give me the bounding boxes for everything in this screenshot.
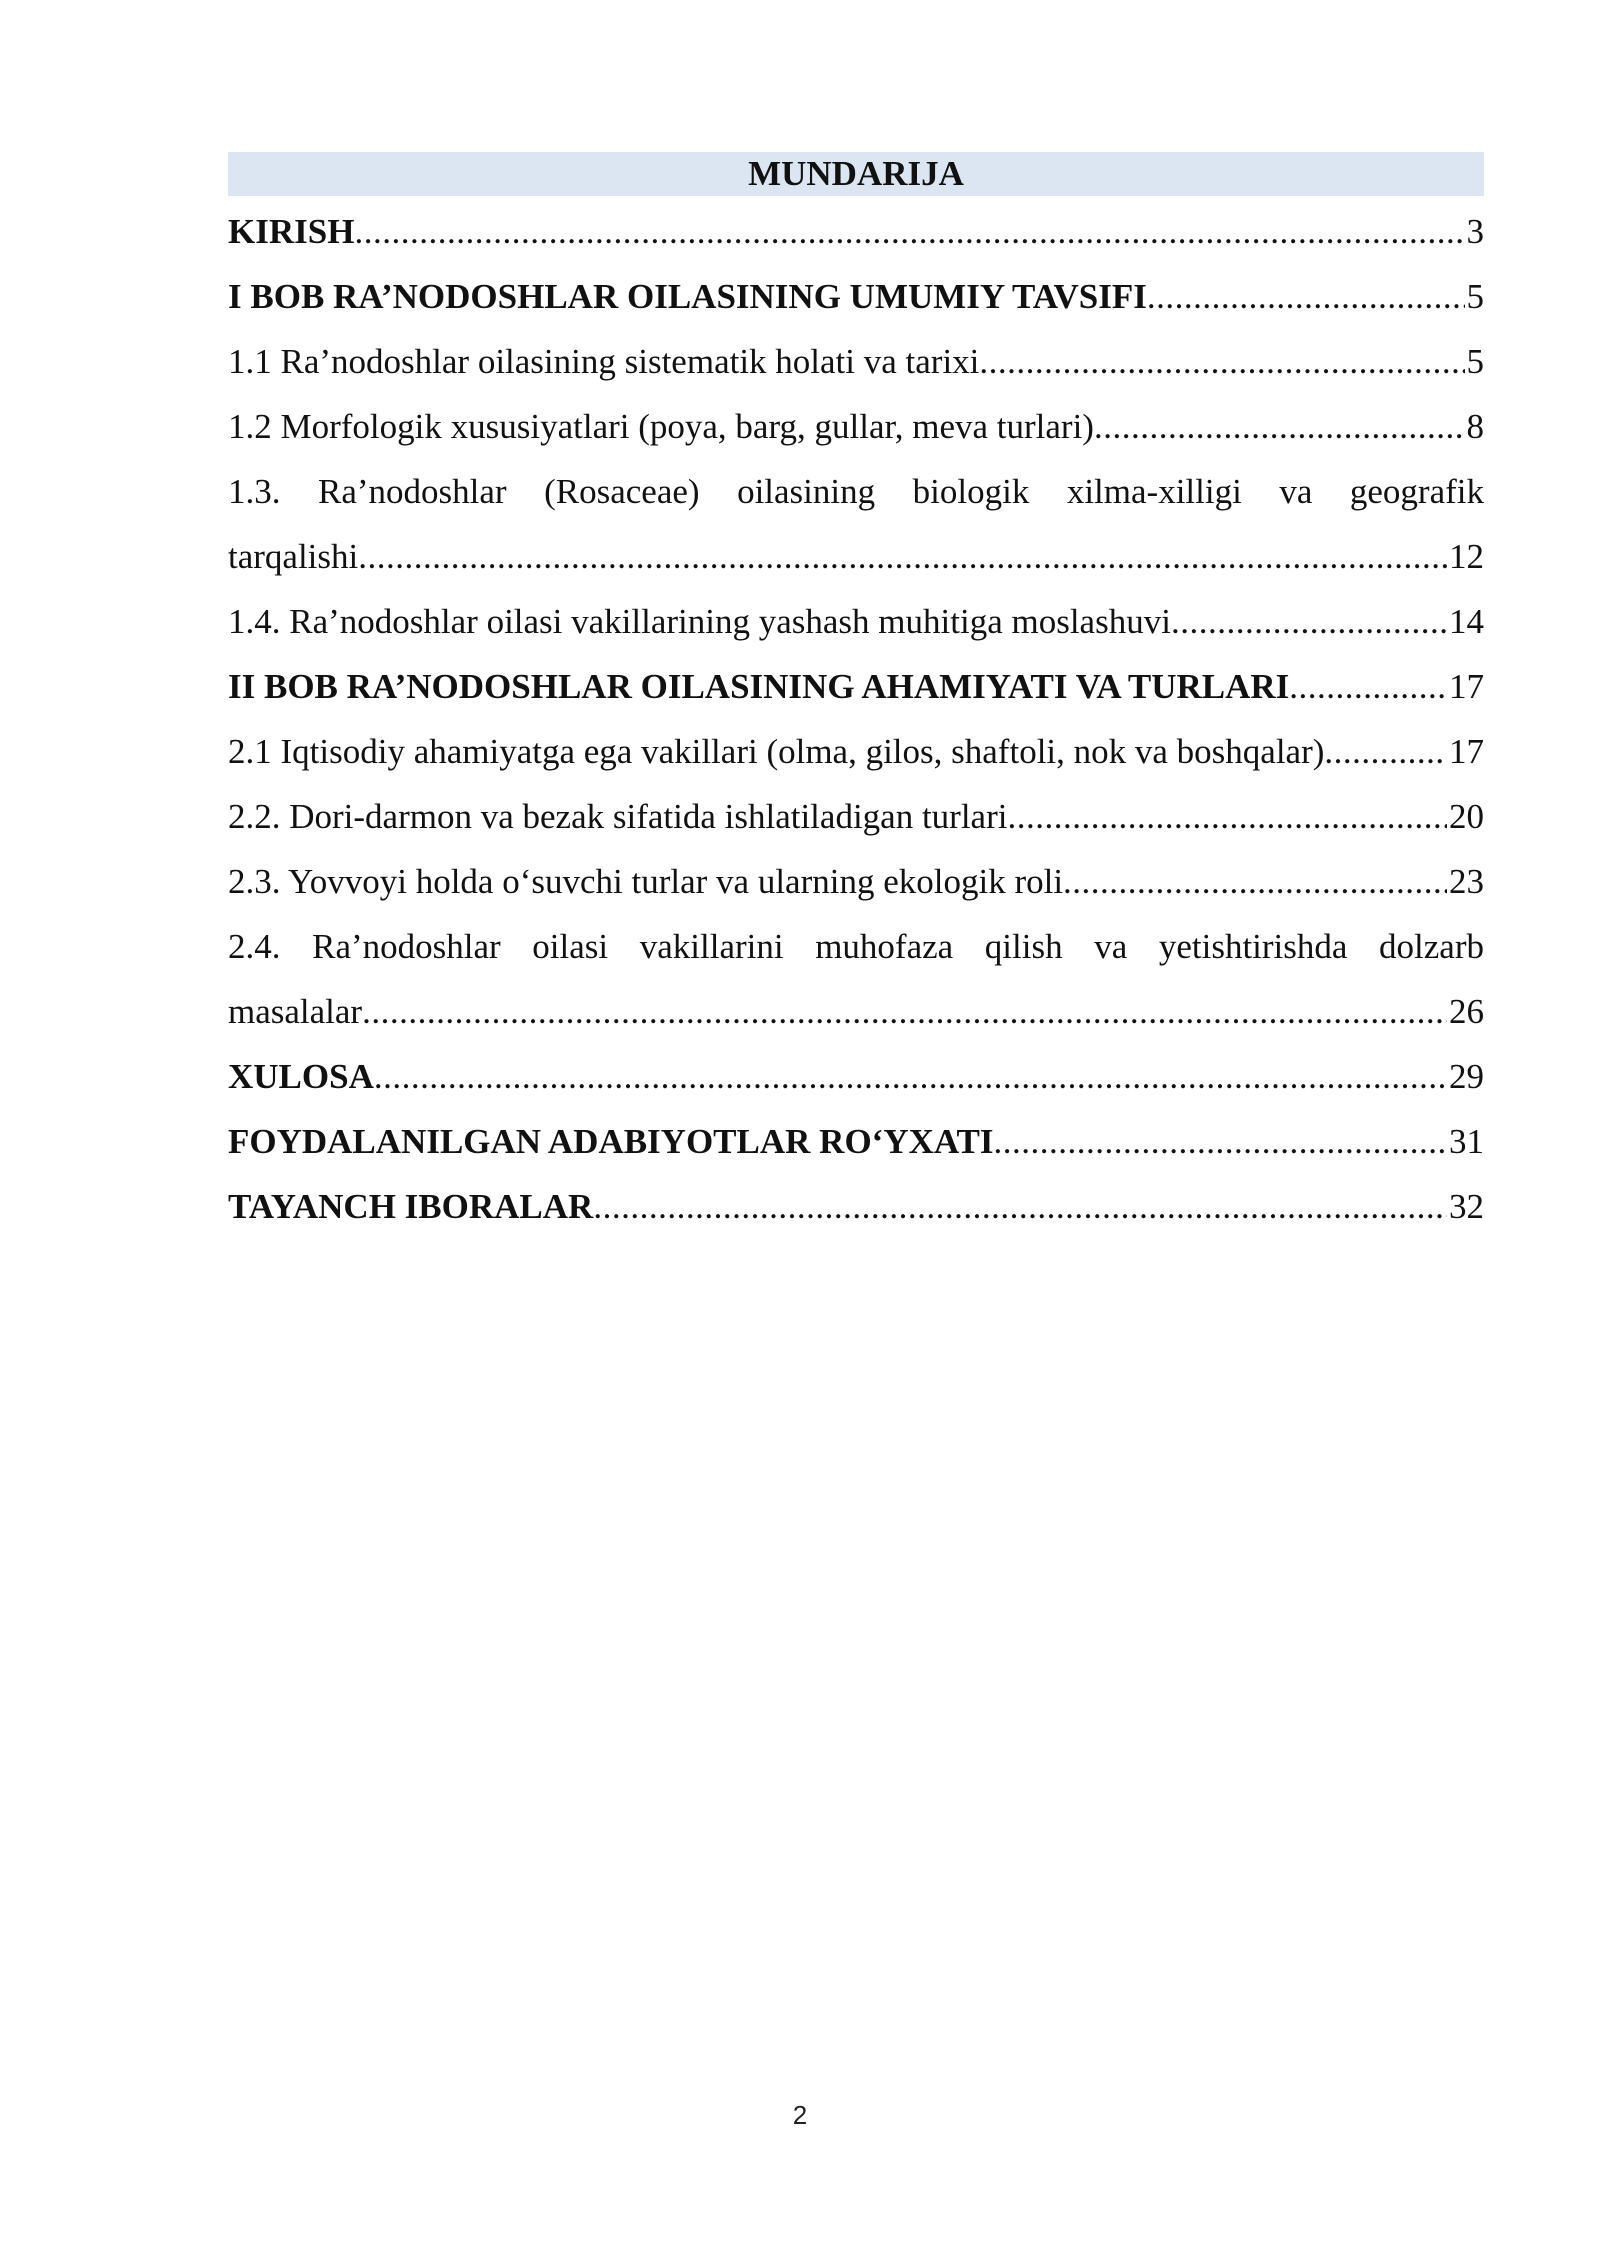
toc-page-number: 5 [1466,342,1484,381]
toc-entry-text: 1.2 Morfologik xususiyatlari (poya, barg, gullar, meva turlari) [228,407,1094,446]
dot-leader [1063,849,1447,914]
toc-entry-key-terms[interactable] [228,1174,1484,1239]
toc-page-number: 5 [1466,277,1484,316]
toc-entry-references[interactable] [228,1109,1484,1174]
toc-entry-text-line1: 1.3. Ra’nodoshlar (Rosaceae) oilasining biologik xilma-xilligi va geografik [228,472,1484,511]
toc-page-number: 26 [1449,992,1484,1031]
toc-entry-2-1[interactable] [228,719,1484,784]
toc-page-number: 17 [1449,667,1484,706]
toc-page-number: 8 [1466,407,1484,446]
dot-leader [362,979,1447,1044]
toc-entry-text: KIRISH [228,212,355,251]
dot-leader [1171,589,1447,654]
toc-entry-text: 2.3. Yovvoyi holda o‘suvchi turlar va ularning ekologik roli [228,862,1064,901]
toc-entry-text: XULOSA [228,1057,374,1096]
toc-entry-chapter-2[interactable] [228,654,1484,719]
toc-entry-text: I BOB RA’NODOSHLAR OILASINING UMUMIY TAVSIFI [228,277,1147,316]
dot-leader [1324,719,1447,784]
toc-page-number: 23 [1449,862,1484,901]
dot-leader [1007,784,1447,849]
dot-leader [1094,394,1465,459]
dot-leader [1147,264,1465,329]
toc-entry-kirish[interactable] [228,199,1484,264]
toc-entry-2-3[interactable] [228,849,1484,914]
toc-entry-xulosa[interactable] [228,1044,1484,1109]
toc-title: MUNDARIJA [228,152,1484,196]
toc-entry-1-2[interactable] [228,394,1484,459]
toc-entry-text: FOYDALANILGAN ADABIYOTLAR RO‘YXATI [228,1122,994,1161]
toc-page-number: 17 [1449,732,1484,771]
toc-entry-2-2[interactable] [228,784,1484,849]
toc-entry-1-1[interactable] [228,329,1484,394]
dot-leader [994,1109,1447,1174]
toc-entry-text-line2: tarqalishi [228,537,359,576]
toc-entry-text: II BOB RA’NODOSHLAR OILASINING AHAMIYATI VA TURLARI [228,667,1290,706]
toc-entry-text-line1: 2.4. Ra’nodoshlar oilasi vakillarini muhofaza qilish va yetishtirishda dolzarb [228,927,1484,966]
dot-leader [354,199,1464,264]
toc-entry-text: 1.4. Ra’nodoshlar oilasi vakillarining yashash muhitiga moslashuvi [228,602,1171,641]
toc-page-number: 32 [1449,1187,1484,1226]
dot-leader [1289,654,1447,719]
toc-entry-text: TAYANCH IBORALAR [228,1187,594,1226]
dot-leader [374,1044,1447,1109]
dot-leader [358,524,1447,589]
toc-entry-text-line2: masalalar [228,992,363,1031]
toc-entry-text: 2.1 Iqtisodiy ahamiyatga ega vakillari (olma, gilos, shaftoli, nok va boshqalar) [228,732,1325,771]
toc-page-number: 31 [1449,1122,1484,1161]
footer-page-number: 2 [792,2100,808,2130]
toc-entry-1-3[interactable] [228,459,1484,589]
dot-leader [593,1174,1447,1239]
toc-entry-chapter-1[interactable] [228,264,1484,329]
toc-entry-2-4[interactable] [228,914,1484,1044]
table-of-contents [228,152,1484,1239]
toc-page-number: 29 [1449,1057,1484,1096]
toc-page-number: 20 [1449,797,1484,836]
toc-entry-text: 2.2. Dori-darmon va bezak sifatida ishlatiladigan turlari [228,797,1008,836]
toc-entry-1-4[interactable] [228,589,1484,654]
toc-page-number: 14 [1449,602,1484,641]
toc-entry-text: 1.1 Ra’nodoshlar oilasining sistematik holati va tarixi [228,342,980,381]
toc-page-number: 3 [1466,212,1484,251]
toc-page-number: 12 [1449,537,1484,576]
dot-leader [979,329,1464,394]
